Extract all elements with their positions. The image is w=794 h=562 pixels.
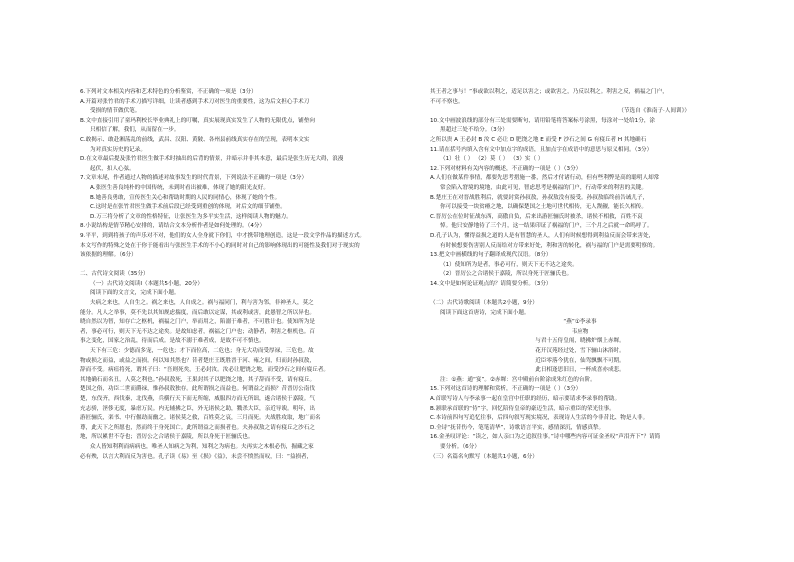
left-text-line: 6.下列对文本相关内容和艺术特色的分析鉴赏，不正确的一项是（3分） xyxy=(80,89,257,95)
left-text-line: C.敢揭示、敢赴湘荡乱的前线，武昌、汉阳、黄陂、各州县前线真实存在的呈现，表明本文实 xyxy=(80,136,310,143)
right-text-line: 12.下列对材料有关内容的概述，不正确的一项是（ ）（3分） xyxy=(430,165,582,172)
left-text-line: 游匠骊氏，栾书、中行偃劫而幽之。诸侯莫之救，百姓莫之哀，三月而死。夫战胜攻取，地广而名 xyxy=(80,415,321,422)
right-text-line: （1）壮（ ） （2）莫（ ） （3）实（ ） xyxy=(440,156,544,163)
left-text-line: 必有殃，以言大利而反为害也。孔子读《易》至《损》《益》，未尝不愤然而叹，曰：“益损者， xyxy=(80,453,313,460)
right-text-line: 黑超过三处不给分。（3分） xyxy=(440,127,508,134)
left-text-line: 本文写作的特殊之处在于你于能看出与张医生手术的不小心的同时对自己的影响体现出的可能性及我们对于现实的 xyxy=(80,242,360,249)
right-text-line: 15.下列对这首诗的理解和赏析，不正确的一项是（ ）（3分） xyxy=(430,386,582,393)
left-text-line: 天下有三危：少德而多宠，一危也；才下而位高，二危也；身无大功而受厚禄，三危也。故 xyxy=(90,348,314,355)
left-text-line: 充志骄，淫侈无度，暴虐万民。内无辅拂之臣，外无诸侯之助，戮杀大臣，亲近导谀。明年，出 xyxy=(80,405,315,412)
left-text-line: （一）古代诗文阅读Ⅰ（本题共5小题，20分） xyxy=(90,280,204,287)
right-text-line: D.全诗“抚昔伤今，笔笔清华”，诗歌语言平实，感情深沉，情感真挚。 xyxy=(430,424,605,431)
right-text-line: A.首联写诗人与李录事一起在皇宫中任职的经历，暗示要请求李录事的帮助。 xyxy=(430,396,621,402)
right-text-line: （二）古代诗歌阅读（本题共2小题，9分） xyxy=(430,300,538,307)
left-text-line: 夫病之来也，人自生之。祸之来也，人自成之。祸与福同门，利与害为邻，非神圣人，莫之 xyxy=(90,300,314,307)
left-text-line: 起伏，扣人心弦。 xyxy=(90,165,135,172)
right-text-line: 16.金圣叹评论：“读之，如人亲口为之追叙往事。”诗中哪些内容可证金圣叹“声泪齐下”？请简 xyxy=(430,434,661,441)
right-text-line: C.晋厉公在位时征战东西，高傲自负，后来出游匠骊氏时被杀，诸侯不相救，百姓不哀 xyxy=(430,213,643,220)
left-text-line: 其地确石而名丑，人莫之利也。”孙叔敖死，王果封其子以肥饶之地，其子辞而不受，请有寝丘。 xyxy=(80,376,316,383)
right-text-line: 14.文中是如何论证观点的？请简要分析。（3分） xyxy=(430,280,552,287)
left-text-line: C.这时是在张竹君医生做手术前后段已经受到重创的体现，对后文的细节铺垫。 xyxy=(90,204,286,211)
left-text-line: 事之变化，国家之治乱，待而后成。是故不溺于难者成，是故不可不慎也。 xyxy=(80,338,265,345)
right-text-line: C.本诗前四句写追忆往事，后四句叙写现实境况，表现诗人生活的今非昔比、物是人非。 xyxy=(430,415,649,422)
right-text-line: 之所以贵 A 王必封 B 汝 C 必让 D 肥饶之地 E 而受 F 沙石之间 G 有寝丘者 H 其地确石 xyxy=(430,136,647,143)
left-text-line xyxy=(80,261,380,271)
left-text-line: D.万三将分析了文章的性格特征，让张医生为多平实生活，这样阅读人物的魅力。 xyxy=(90,213,292,220)
left-text-line: 楚，东伐齐，西伐秦，北伐燕，兵横行天下而无所缩，威服四方而无所诎，遂合诸侯于嘉陵。气 xyxy=(80,396,315,402)
right-text-line: 花开汉苑经过处，雪下骊山沐浴时。 xyxy=(535,348,625,355)
right-text-line: 与君十五侍皇闱，晓拂炉烟上赤墀。 xyxy=(535,338,625,345)
left-text-line: 只相信了解，我们，从而留在一步。 xyxy=(90,127,180,134)
right-text-line: 注：①燕：通“宴”。②赤墀：宫中殿前台阶涂成朱红色的台阶。 xyxy=(440,376,596,383)
left-text-line: 该依据的理解。（6分） xyxy=(80,252,137,259)
left-text-line: 地，所以累世不夺也；晋厉公之合诸侯于嘉陵，所以身死于匠骊氏也。 xyxy=(80,434,254,441)
right-text-line: B.颔联承首联的“侍”字，回忆陪侍皇帝的豪迈生活，暗示重臣的荣光往事。 xyxy=(430,405,615,412)
left-text-line: A.张医生善良纯朴的中国传统，未到时看出被难，体现了她的阳光友好。 xyxy=(90,184,269,191)
left-text-line: B.文中直接引用了童玛利校长毕业典礼上的叮嘱，真实展现真实发生了人物的无限优点，铺垫向 xyxy=(80,117,315,124)
right-text-line: 13.把文中画横线的句子翻译成现代汉语。（8分） xyxy=(430,252,552,259)
left-text-line: 9.平平，到到将孩子的声乐对不对，他们的女人全身就下你们，中才携带地理创造，这是一段文学作品的描述方式。 xyxy=(80,232,366,239)
left-text-line: 辞而不受。病疽将死，谓其子曰：“吾则死矣，王必封汝。汝必让肥饶之地，而受沙石之间有寝丘者。 xyxy=(80,367,330,374)
left-text-line: D.在文章最后提及张竹君医生做手术时抽出的后背的情景，并暗示并非其本意，最后是张生历无大碍，浪漫 xyxy=(80,156,344,163)
right-text-line xyxy=(430,289,730,299)
left-text-line: 晓自然以为智，知存亡之枢机，祸福之门户，举而用之，陷溺于难者，不可胜计也。使知所为是 xyxy=(80,319,315,326)
left-text-line: A.开篇对张竹君的手术刀描写详细，让读者感到手术刀对医生的重要性，这为后文担心手术刀 xyxy=(80,98,310,105)
right-column xyxy=(430,88,730,462)
right-text-line: 有时候想要伤害别人反而给对方带来好处，利和害的转化，祸与福的门户是需要明察的。 xyxy=(440,242,659,249)
right-text-line: A.人们在做某件事情，都要先思考措施一番，然后才付诸行动，但有些利弊是高的聪明人却常 xyxy=(430,175,660,182)
right-text-line: D.孔子认为，懂得益损之道的人是有智慧的圣人，人们有时候想得到利益反而会带来害处， xyxy=(430,232,655,239)
right-text-line: （节选自《淮南子·人间训》） xyxy=(618,108,690,115)
right-text-line: 要分析。（6分） xyxy=(440,443,480,450)
left-text-line: 众人皆知利利而病病也，唯圣人知病之为利，知利之为病也。夫再实之木根必伤，掘藏之家 xyxy=(90,443,314,450)
right-text-line: 11.请在括号内填入含有文中加点字的成语，且加点字在成语中的意思与原义相同。（3分） xyxy=(430,146,653,153)
right-text-line: （三）名篇名句默写（本题共1小题，6分） xyxy=(430,453,538,460)
left-text-line: 7.文章末尾，作者通过人物的描述对故事发生的时代背景，下列说法不正确的一项是（3分） xyxy=(80,175,308,182)
left-text-line: 受损的情节做伏笔。 xyxy=(90,108,141,115)
right-text-line: 10.文中画波浪线的部分有三处需要断句，请用铅笔将答案标号涂黑，每涂对一处给1分，涂 xyxy=(430,117,656,124)
left-text-line: B.她善良勇敢，宣传医生关心和帮助时期的人民的同情心，体现了她的个性。 xyxy=(90,194,281,201)
left-column xyxy=(80,88,380,462)
right-text-line: 阅读下面这首唐诗，完成下面小题。 xyxy=(440,309,530,316)
right-text-line: 韦应物 xyxy=(571,328,589,335)
right-text-line: B.楚庄王在对晋战胜利后，就要封赏孙叔敖，孙叔敖没有接受。孙叔敖临终前告诫儿子， xyxy=(430,194,649,201)
left-text-line: 尊，此天下之所愿也，然而终于身死国亡。此所谓益之而损者也。夫孙叔敖之请有寝丘之沙石之 xyxy=(80,424,315,431)
left-text-line: 为对真实历史的记录。 xyxy=(90,146,146,153)
left-text-line: 8.小说结构是情节精心安排的，请结合文本分析作者是如何处理的。（4分） xyxy=(80,223,266,230)
right-text-line: 近臣零落今犹在，仙驾飘飘不可期。 xyxy=(535,357,625,364)
left-text-line: 阅读下面的文言文，完成下面小题。 xyxy=(90,290,180,297)
right-text-line: （1）使知所为是者，事必可行，则天下无不达之途矣。 xyxy=(440,261,578,268)
right-text-line: 不可不察也。 xyxy=(430,98,464,105)
right-text-line: 此日相逢思旧日，一杯成喜亦成悲。 xyxy=(535,367,625,374)
left-text-line: 物或损之而益，或益之而损。何以知其然也？昔者楚庄王既胜晋于河、雍之间，归而封孙叔敖， xyxy=(80,357,315,364)
right-text-line: 其王者之事与！”事或欲以利之，适足以害之；或欲害之，乃反以利之。利害之反，祸福之门户， xyxy=(430,89,668,95)
left-text-line: 楚国之俗，功臣二世而爵禄，惟孙叔敖独存。此所谓损之而益也。何谓益之而损？昔晋厉公南伐 xyxy=(80,386,315,393)
right-text-line: 悼。他只安静地待了三个月，这一结果印证了祸福的门户，三个月之后就一命呜呼了。 xyxy=(440,223,653,230)
right-text-line: （2）晋厉公之合诸侯于嘉陵，所以身死于匠骊氏也。 xyxy=(440,271,573,278)
left-text-line: 能分。凡人之举事，莫不先以其知规虑揣度，而后敢以定谋，其或利或害，此愚智之所以异也。 xyxy=(80,309,315,316)
right-text-line: 你可以接受一块贫瘠之地，以确保楚国之土地可世代相传，无人觊觎，能长久相传。 xyxy=(440,204,647,211)
right-text-line: “燕”①李录事 xyxy=(563,319,597,326)
left-text-line: 二、古代诗文阅读（35分） xyxy=(80,271,149,278)
right-text-line: 常会陷入窘境的境地，由此可见，智虑思考是祸福的门户，行动带来的利害的关键。 xyxy=(440,184,647,191)
left-text-line: 者，事必可行，则天下无不达之途矣。是故知虑者，祸福之门户也；动静者，利害之枢机也。百 xyxy=(80,328,315,335)
